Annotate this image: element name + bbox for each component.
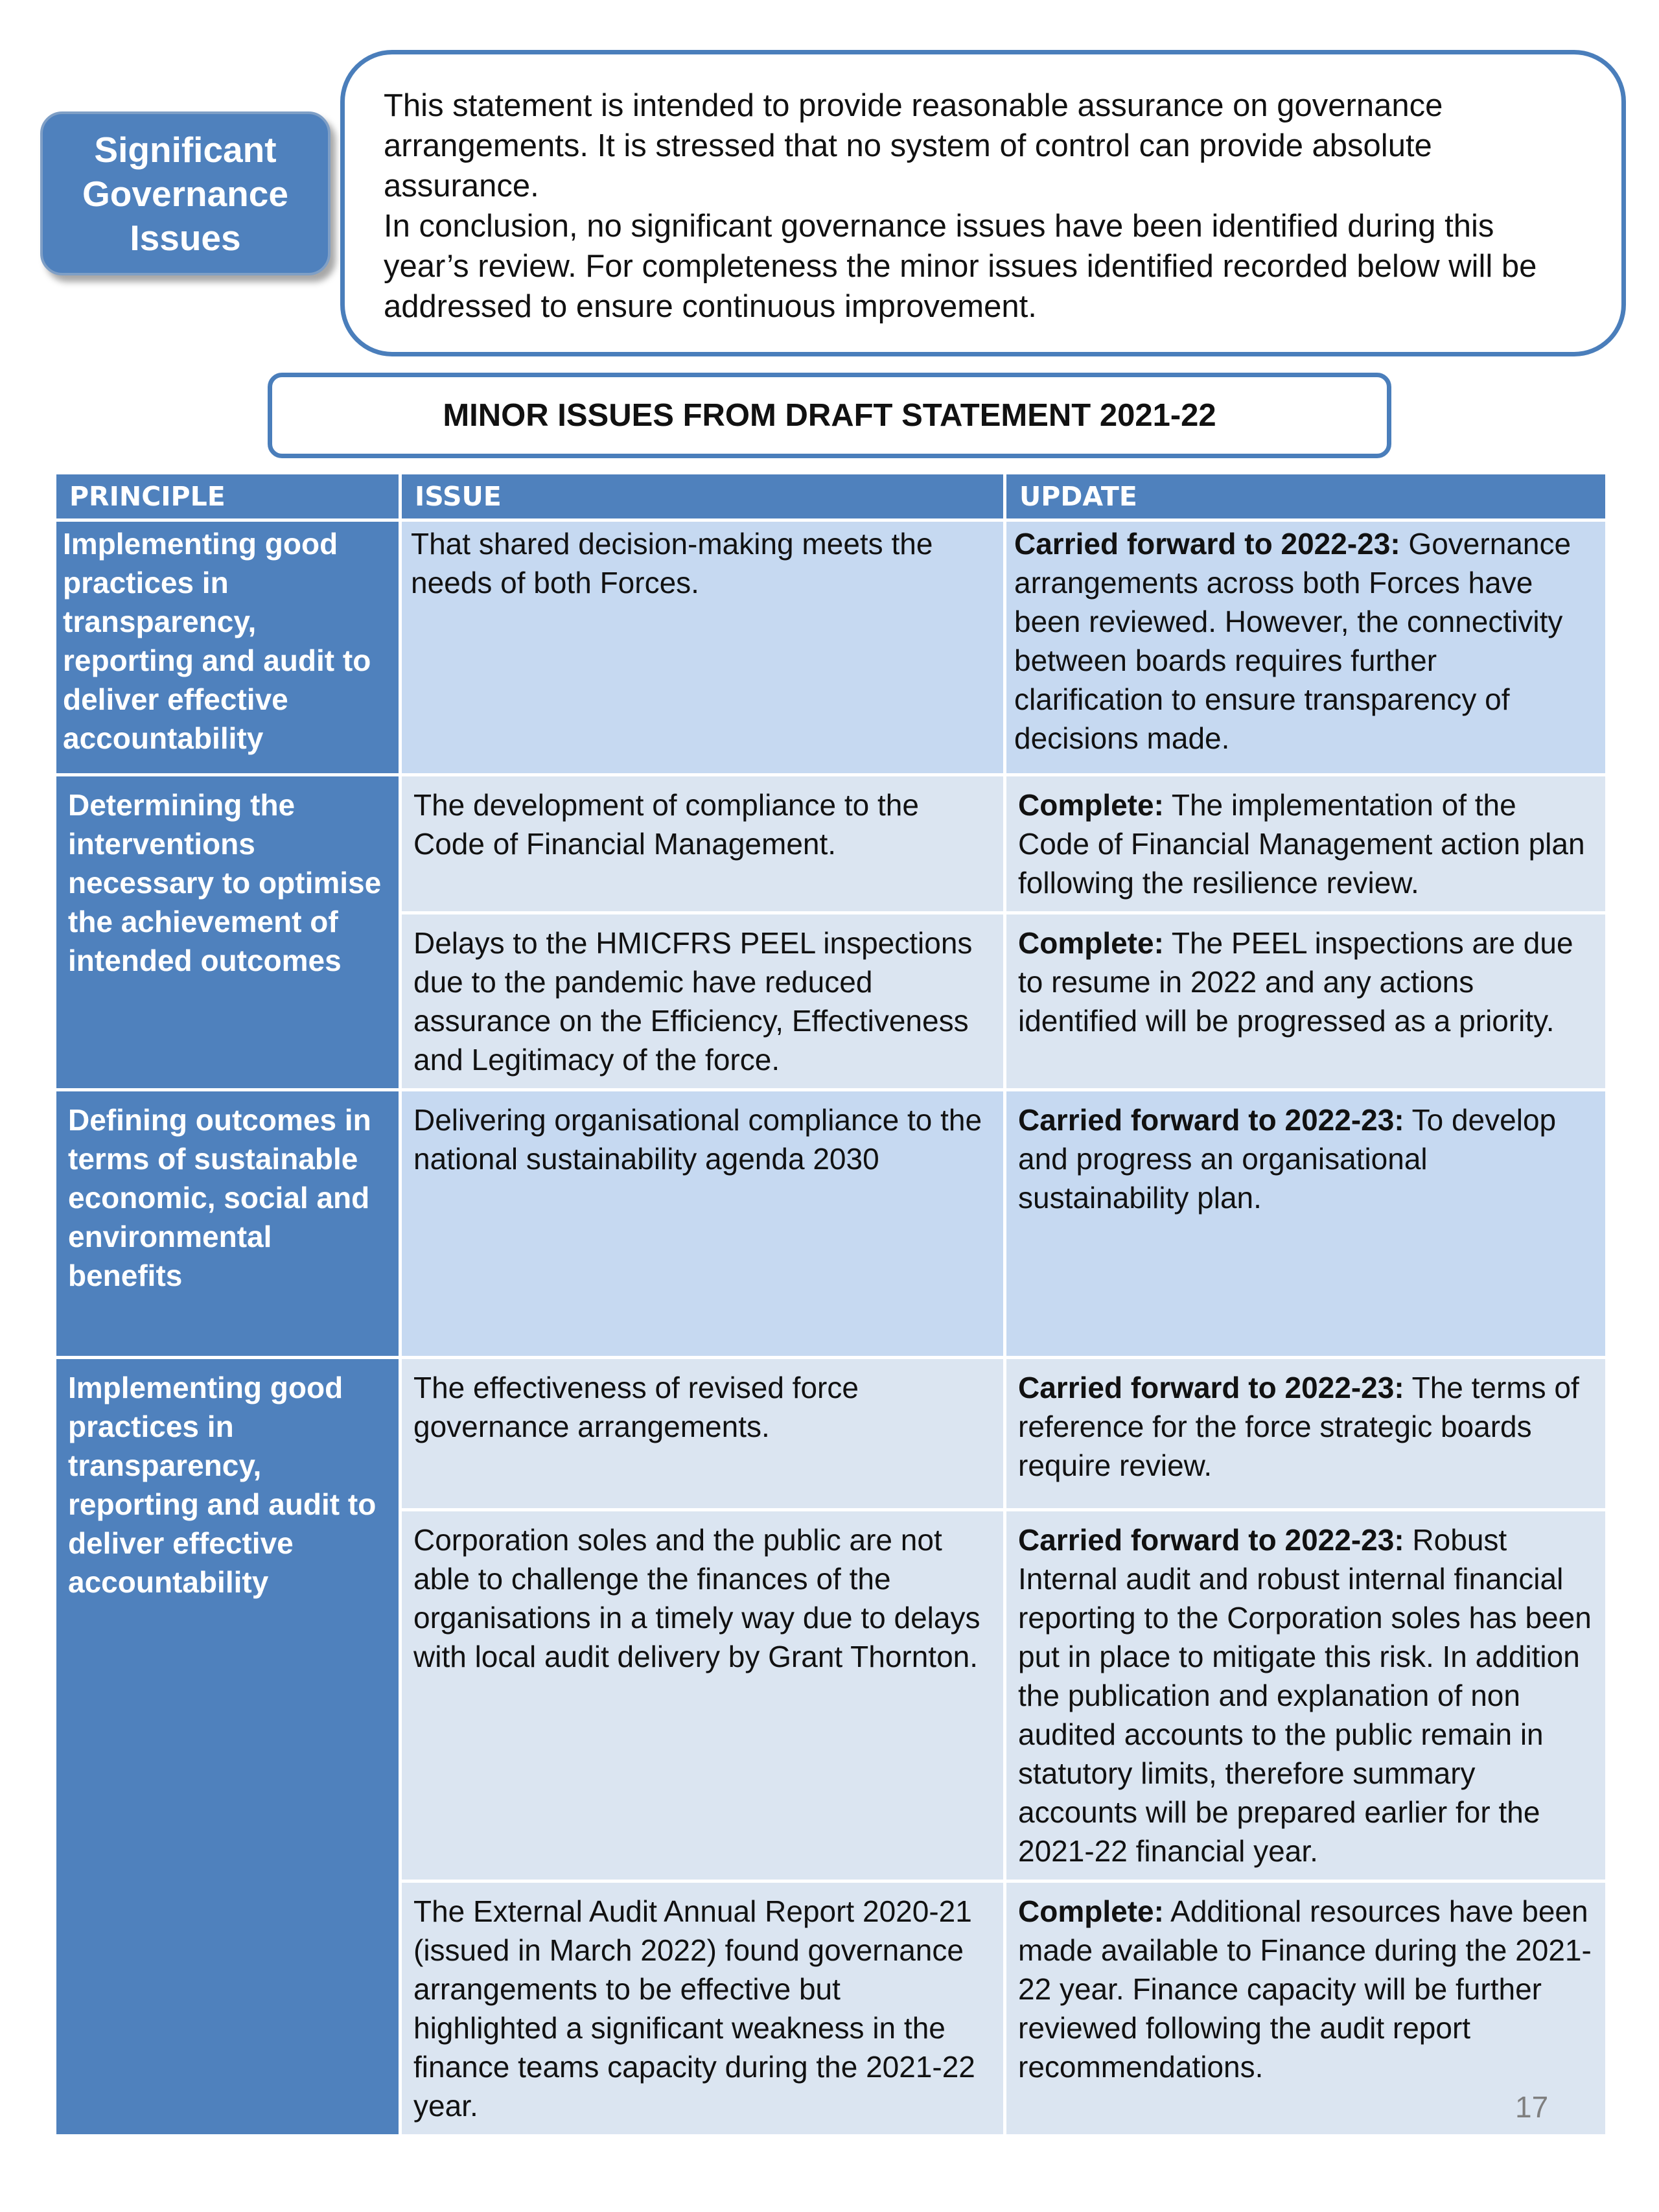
issue-cell: Delays to the HMICFRS PEEL inspections due to the pandemic have reduced assurance on the Efficiency, Effectiveness and Legitimacy of the force.	[400, 913, 1005, 1090]
status-label: Complete:	[1018, 1894, 1164, 1928]
status-label: Carried forward to 2022-23:	[1018, 1103, 1404, 1137]
update-cell	[1005, 520, 1607, 775]
principle-cell: Implementing good practices in transparency, reporting and audit to deliver effective accountability	[55, 520, 400, 775]
update-cell	[1005, 1358, 1607, 1510]
statement-paragraph: In conclusion, no significant governance issues have been identified during this year’s review. For completeness the minor issues identified recorded below will be addressed to ensure continuous improvement.	[384, 209, 1537, 324]
table-row	[55, 775, 1607, 913]
table-header-row	[55, 473, 1607, 520]
issue-cell: Corporation soles and the public are not able to challenge the finances of the organisations in a timely way due to delays with local audit delivery by Grant Thornton.	[400, 1510, 1005, 1881]
section-badge-line: Significant	[94, 129, 277, 170]
column-header-issue: ISSUE	[400, 473, 1005, 520]
statement-box	[340, 50, 1626, 356]
update-cell	[1005, 1510, 1607, 1881]
table-row	[55, 1358, 1607, 1510]
issue-cell: Delivering organisational compliance to the national sustainability agenda 2030	[400, 1090, 1005, 1358]
section-badge	[40, 111, 331, 275]
minor-issues-title: MINOR ISSUES FROM DRAFT STATEMENT 2021-22	[268, 373, 1391, 458]
principle-cell: Defining outcomes in terms of sustainable economic, social and environmental benefits	[55, 1090, 400, 1358]
update-text: To develop and progress an organisational sustainability plan.	[1018, 1103, 1557, 1215]
page-number: 17	[1515, 2090, 1549, 2124]
status-label: Carried forward to 2022-23:	[1018, 1371, 1404, 1404]
update-text: Governance arrangements across both Forces have been reviewed. However, the connectivity between boards requires further clarification to ensure transparency of decisions made.	[1014, 527, 1572, 755]
status-label: Carried forward to 2022-23:	[1018, 1523, 1404, 1557]
principle-cell: Determining the interventions necessary to optimise the achievement of intended outcomes	[55, 775, 400, 1090]
update-text: The terms of reference for the force strategic boards require review.	[1018, 1371, 1579, 1482]
update-text: The implementation of the Code of Financial Management action plan following the resilience review.	[1018, 788, 1585, 900]
column-header-principle: PRINCIPLE	[55, 473, 400, 520]
status-label: Complete:	[1018, 788, 1164, 822]
section-badge-line: Issues	[130, 217, 241, 258]
update-cell	[1005, 1090, 1607, 1358]
update-text: Robust Internal audit and robust internal financial reporting to the Corporation soles has been put in place to mitigate this risk. In addition the publication and explanation of non audited accounts to the public remain in statutory limits, therefore summary accounts will be prepared earlier for the 2021-22 financial year.	[1018, 1523, 1592, 1868]
update-text: The PEEL inspections are due to resume in 2022 and any actions identified will be progressed as a priority.	[1018, 926, 1573, 1038]
issue-cell: The External Audit Annual Report 2020-21 (issued in March 2022) found governance arrangements to be effective but highlighted a significant weakness in the finance teams capacity during the 2021-22 year.	[400, 1881, 1005, 2136]
update-cell	[1005, 913, 1607, 1090]
section-badge-line: Governance	[82, 173, 288, 214]
issue-cell: That shared decision-making meets the needs of both Forces.	[400, 520, 1005, 775]
statement-paragraph: This statement is intended to provide reasonable assurance on governance arrangements. It is stressed that no system of control can provide absolute assurance.	[384, 88, 1443, 204]
principle-cell: Implementing good practices in transparency, reporting and audit to deliver effective accountability	[55, 1358, 400, 2136]
column-header-update: UPDATE	[1005, 473, 1607, 520]
minor-issues-table	[53, 471, 1608, 2137]
status-label: Carried forward to 2022-23:	[1014, 527, 1400, 561]
table-row	[55, 1090, 1607, 1358]
issue-cell: The effectiveness of revised force governance arrangements.	[400, 1358, 1005, 1510]
issue-cell: The development of compliance to the Code of Financial Management.	[400, 775, 1005, 913]
update-text: Additional resources have been made available to Finance during the 2021-22 year. Finance capacity will be further reviewed following the audit report recommendations.	[1018, 1894, 1592, 2084]
update-cell	[1005, 775, 1607, 913]
status-label: Complete:	[1018, 926, 1164, 960]
table-row	[55, 520, 1607, 775]
